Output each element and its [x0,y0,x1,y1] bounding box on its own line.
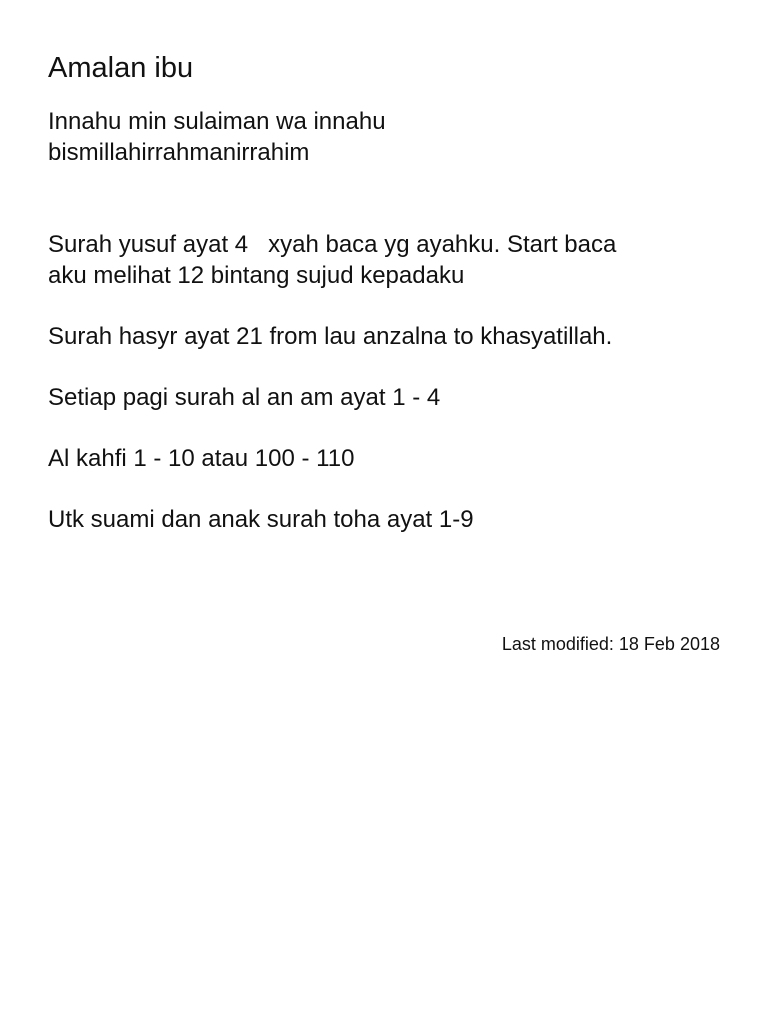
last-modified-label: Last modified: 18 Feb 2018 [501,634,720,654]
note-paragraph-3: Surah hasyr ayat 21 from lau anzalna to khasyatillah. [48,323,613,350]
note-paragraph-4: Setiap pagi surah al an am ayat 1 - 4 [48,384,441,411]
note-paragraph-2: Surah yusuf ayat 4 xyah baca yg ayahku. Start baca aku melihat 12 bintang sujud kepadaku [48,231,617,289]
note-paragraph-6: Utk suami dan anak surah toha ayat 1-9 [48,506,474,533]
note-body [48,50,720,535]
note-paragraph-5: Al kahfi 1 - 10 atau 100 - 110 [48,445,355,472]
note-title: Amalan ibu [48,52,194,84]
note-paragraph-1: Innahu min sulaiman wa innahu bismillahirrahmanirrahim [48,108,386,166]
